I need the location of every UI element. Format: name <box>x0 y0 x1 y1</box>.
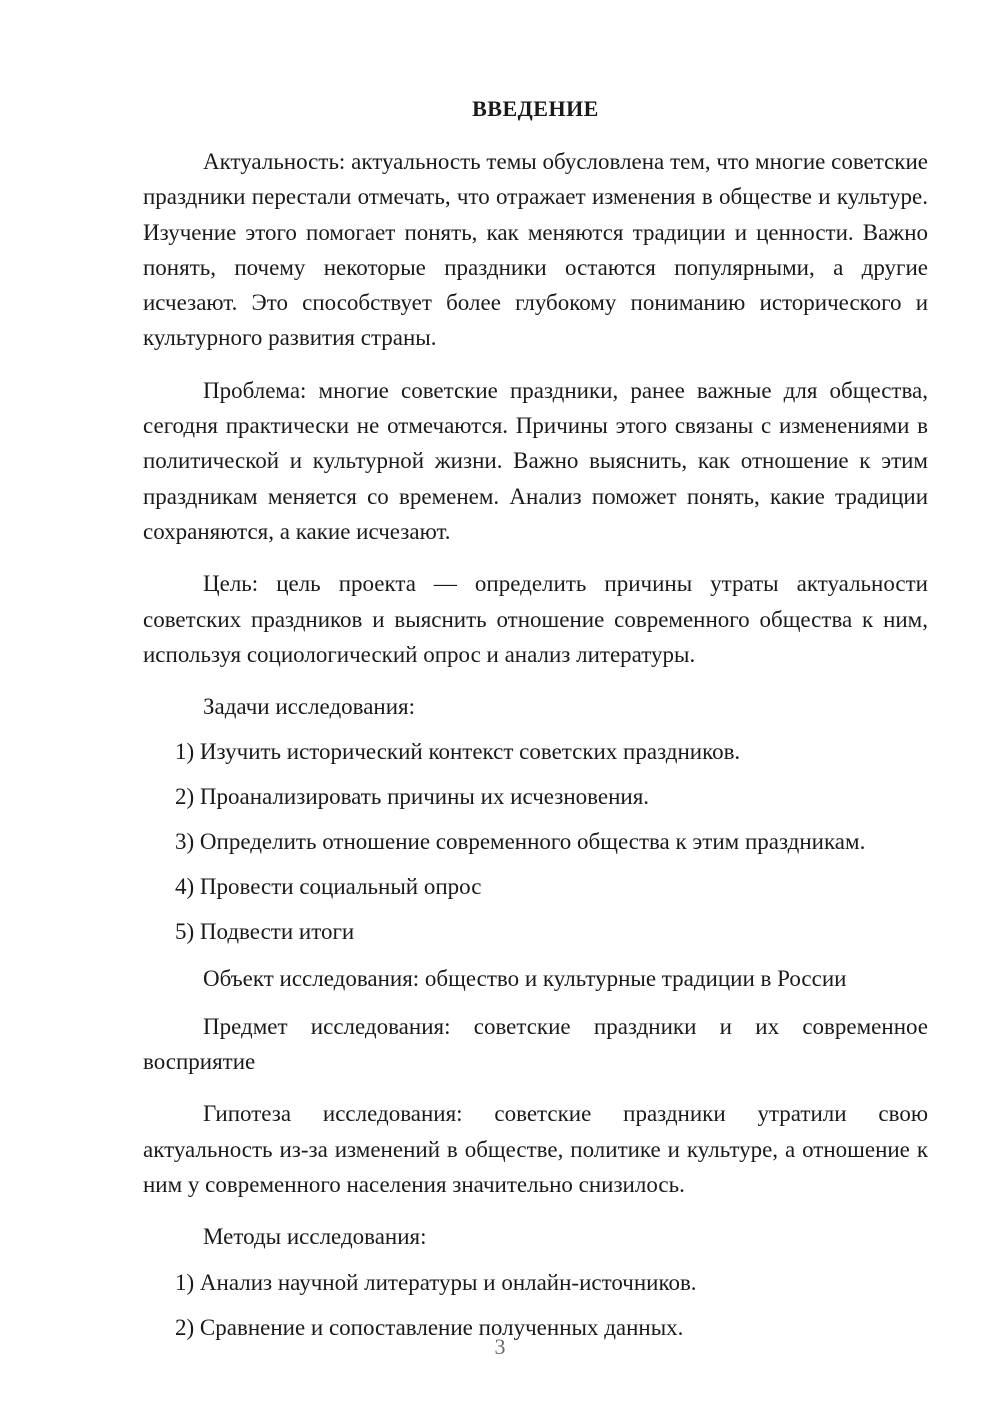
method-item: 1) Анализ научной литературы и онлайн-источников. <box>175 1269 697 1295</box>
task-item: 1) Изучить исторический контекст советских праздников. <box>175 739 741 765</box>
task-item: 3) Определить отношение современного общества к этим праздникам. <box>175 829 866 855</box>
relevance-paragraph: Актуальность: актуальность темы обусловлена тем, что многие советские праздники перестали отмечать, что отражает изменения в обществе и культуре. Изучение этого помогает понять, как меняются традиции и ценности. Важно понять, почему некоторые праздники остаются популярными, а другие исчезают. Это способствует более глубокому пониманию исторического и культурного развития страны. <box>143 149 928 351</box>
object-paragraph: Объект исследования: общество и культурные традиции в России <box>203 966 847 992</box>
page-number: 3 <box>494 1334 506 1359</box>
section-title: ВВЕДЕНИЕ <box>472 96 599 121</box>
subject-paragraph: Предмет исследования: советские праздники и их современное восприятие <box>143 1013 928 1075</box>
task-item: 4) Провести социальный опрос <box>175 874 482 900</box>
task-item: 2) Проанализировать причины их исчезновения. <box>175 784 650 810</box>
task-item: 5) Подвести итоги <box>175 919 355 945</box>
hypothesis-paragraph: Гипотеза исследования: советские праздники утратили свою актуальность из-за изменений в обществе, политике и культуре, а отношение к ним у современного населения значительно снизилось. <box>143 1101 928 1197</box>
tasks-heading: Задачи исследования: <box>203 694 416 720</box>
method-item: 2) Сравнение и сопоставление полученных данных. <box>175 1314 684 1340</box>
page-content <box>143 92 928 1357</box>
goal-paragraph: Цель: цель проекта — определить причины утраты актуальности советских праздников и выяснить отношение современного общества к ним, используя социологический опрос и анализ литературы. <box>143 571 928 667</box>
methods-heading: Методы исследования: <box>203 1224 427 1250</box>
problem-paragraph: Проблема: многие советские праздники, ранее важные для общества, сегодня практически не отмечаются. Причины этого связаны с изменениями в политической и культурной жизни. Важно выяснить, как отношение к этим праздникам меняется со временем. Анализ поможет понять, какие традиции сохраняются, а какие исчезают. <box>143 377 928 544</box>
